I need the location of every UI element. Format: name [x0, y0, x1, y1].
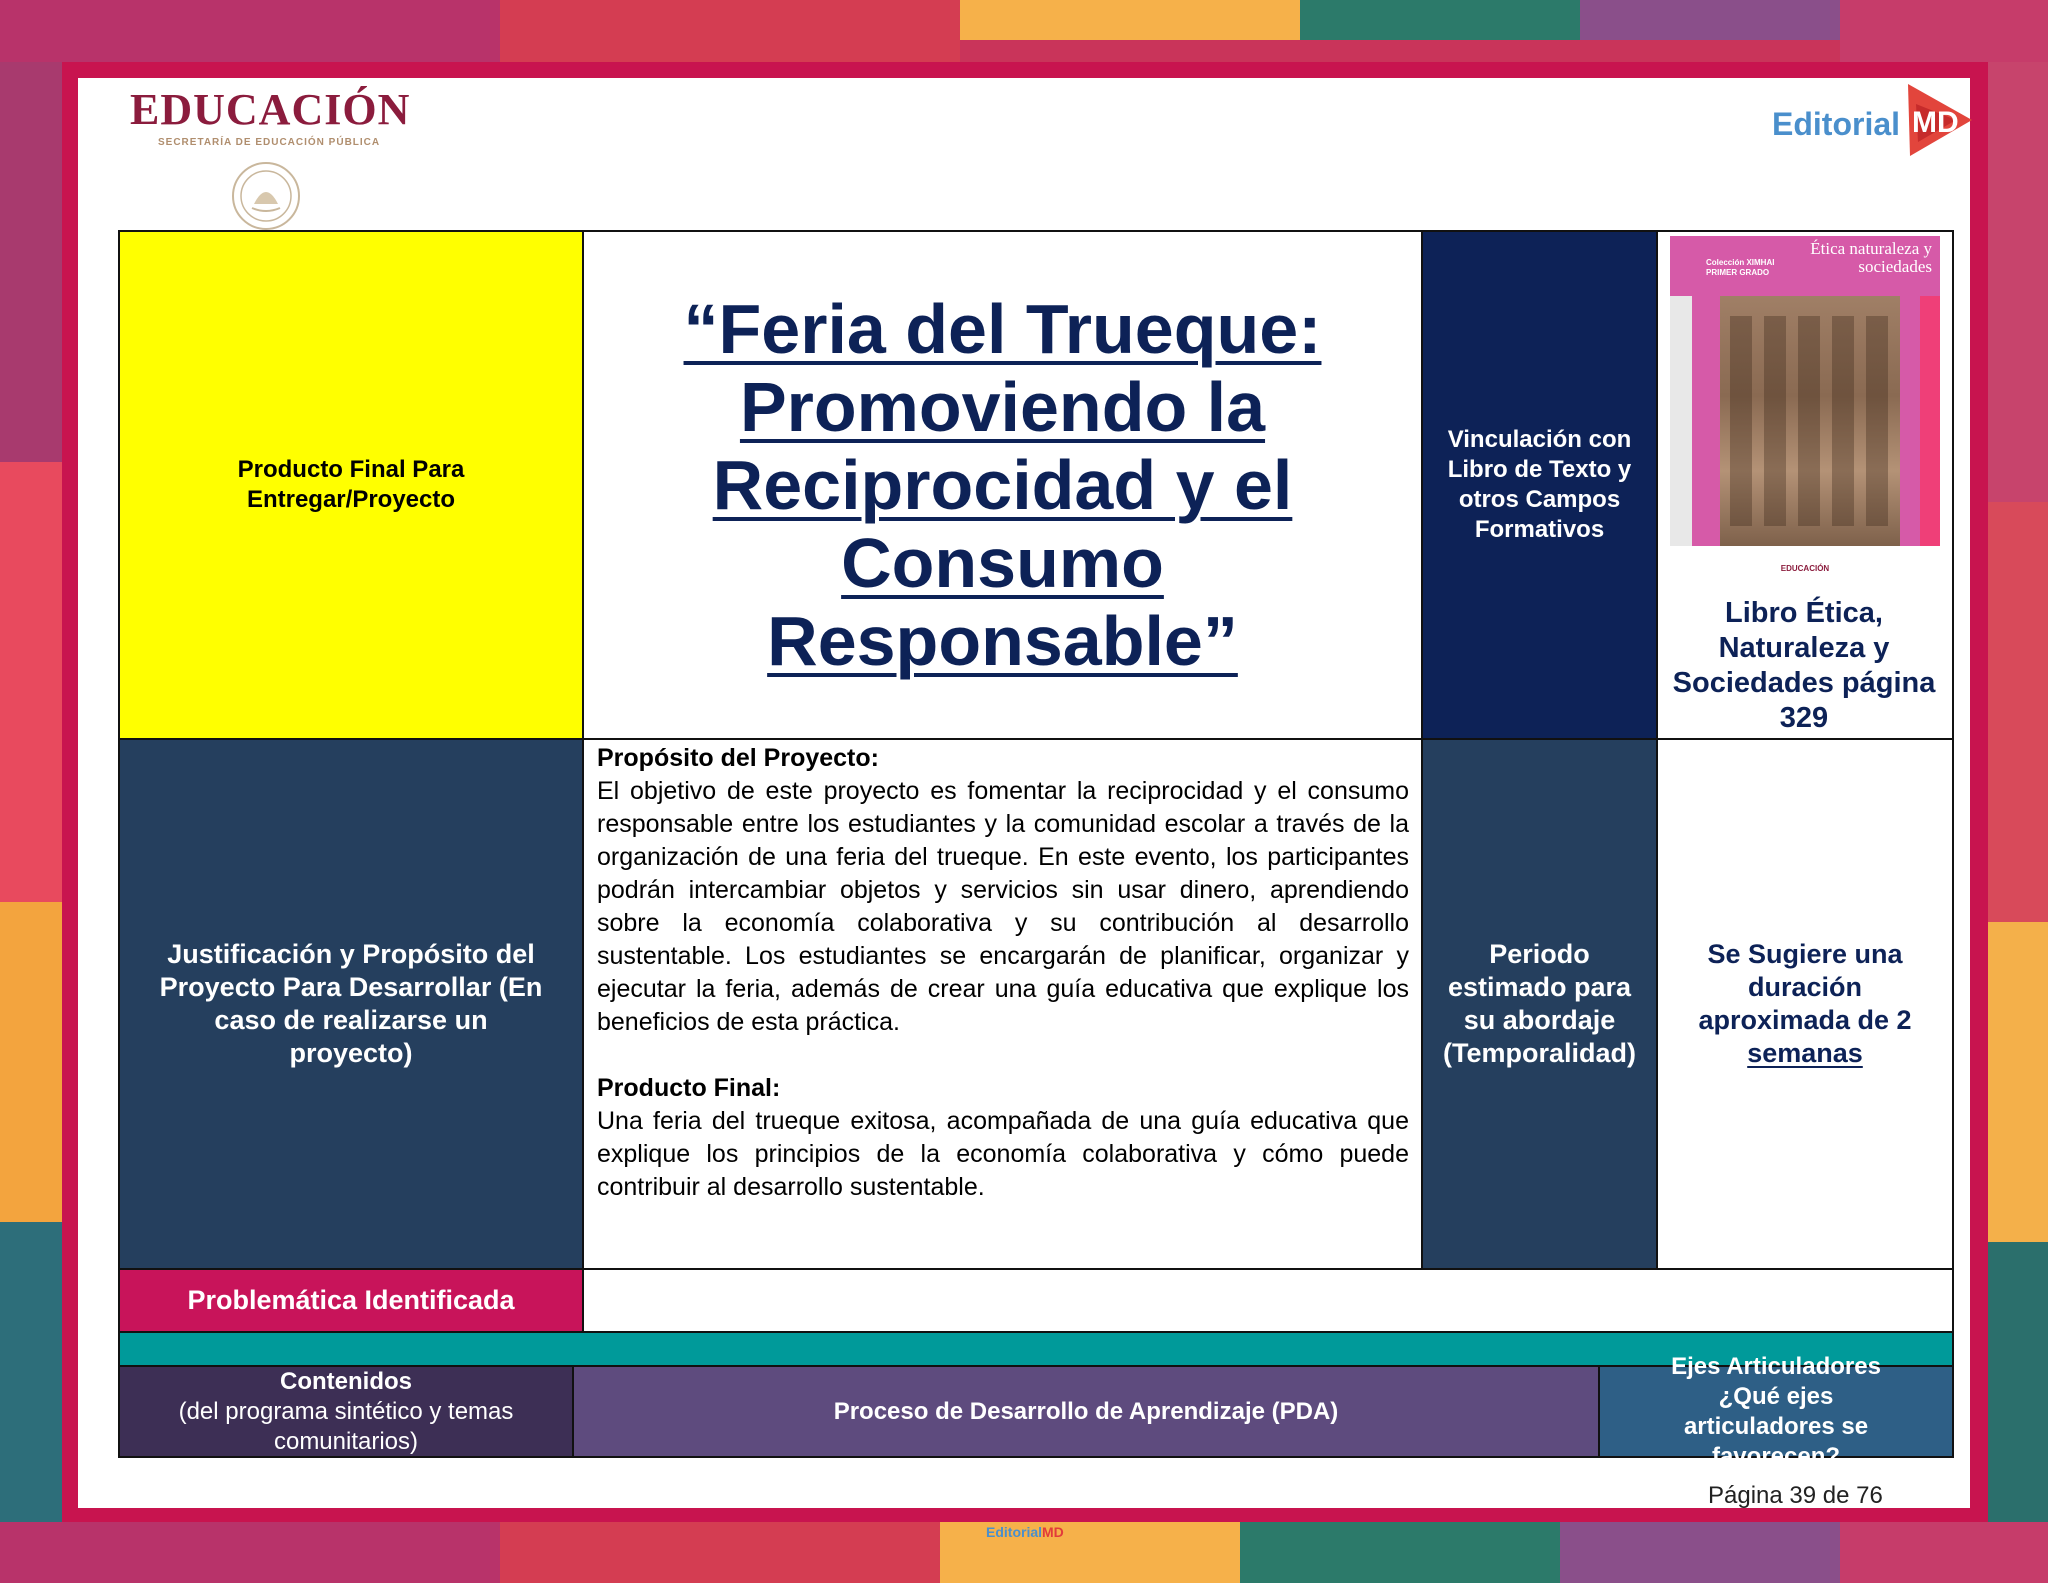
axes-header: [1598, 1352, 1954, 1470]
product-label: Producto Final Para Entregar/Proyecto: [237, 456, 465, 513]
sep-title: EDUCACIÓN: [130, 85, 411, 134]
book-cover-footer: EDUCACIÓN: [1780, 564, 1830, 573]
editorial-md-icon: [1896, 80, 1980, 158]
book-cover-photo: [1720, 296, 1900, 546]
editorial-label: Editorial: [1772, 106, 1901, 142]
footer-logo: [986, 1524, 1064, 1540]
footer-mark: MD: [1042, 1524, 1064, 1540]
pda-header: [572, 1365, 1600, 1458]
period-label: Periodo estimado para su abordaje (Temporalidad): [1442, 939, 1636, 1068]
link-label: Vinculación con Libro de Texto y otros Campos Formativos: [1447, 426, 1632, 543]
duration-unit: semanas: [1747, 1038, 1863, 1068]
axes-label: Ejes Articuladores ¿Qué ejes articuladores se favorecen?: [1671, 1352, 1881, 1470]
book-series: Colección XIMHAI PRIMER GRADO: [1706, 258, 1775, 277]
page-number: Página 39 de 76: [1708, 1482, 1883, 1509]
national-seal-icon: [230, 160, 302, 232]
link-label-cell: [1421, 230, 1658, 740]
sep-subtitle: SECRETARÍA DE EDUCACIÓN PÚBLICA: [158, 137, 381, 148]
project-title-cell: [582, 230, 1423, 740]
purpose-heading: Propósito del Proyecto:: [597, 744, 879, 772]
justification-label: Justificación y Propósito del Proyecto Para Desarrollar (En caso de realizarse un proyecto): [159, 939, 543, 1068]
pda-label: Proceso de Desarrollo de Aprendizaje (PDA): [833, 1397, 1339, 1425]
contents-header: [118, 1365, 574, 1458]
book-cover: [1670, 236, 1940, 592]
footer-brand: Editorial: [986, 1524, 1043, 1540]
problem-value-cell[interactable]: [582, 1268, 1954, 1333]
final-product-heading: Producto Final:: [597, 1074, 781, 1102]
product-label-cell: [118, 230, 584, 740]
final-product-text: Una feria del trueque exitosa, acompañada de una guía educativa que explique los principios de la economía colaborativa y cómo puede contribuir al desarrollo sustentable.: [597, 1107, 1409, 1201]
book-caption: Libro Ética, Naturaleza y Sociedades página 329: [1672, 597, 1936, 734]
book-cover-title: Ética naturaleza y sociedades: [1810, 239, 1932, 276]
purpose-text: El objetivo de este proyecto es fomentar la reciprocidad y el consumo responsable entre los estudiantes y la comunidad escolar a través de la organización de una feria del trueque. En este evento, los participantes podrán intercambiar objetos y servicios sin usar dinero, aprendiendo sobre la economía colaborativa y su contribución al desarrollo sustentable. Los estudiantes se encargarán de planificar, organizar y ejecutar la feria, además de crear una guía educativa que explique los beneficios de esta práctica.: [597, 777, 1409, 1036]
duration-cell: [1656, 738, 1954, 1270]
svg-text:MD: MD: [1912, 106, 1959, 139]
duration-value: Se Sugiere una duración aproximada de 2 semanas: [1698, 939, 1912, 1068]
contents-title: Contenidos: [280, 1367, 412, 1395]
contents-subtitle: (del programa sintético y temas comunitarios): [178, 1397, 514, 1455]
justification-label-cell: [118, 738, 584, 1270]
period-label-cell: [1421, 738, 1658, 1270]
problem-label: Problemática Identificada: [187, 1285, 515, 1315]
project-title: “Feria del Trueque: Promoviendo la Reciprocidad y el Consumo Responsable”: [683, 290, 1322, 680]
purpose-content: [597, 742, 1409, 1204]
problem-label-cell: [118, 1268, 584, 1333]
editorial-logo: [1770, 80, 1970, 160]
sep-logo: [130, 84, 410, 148]
